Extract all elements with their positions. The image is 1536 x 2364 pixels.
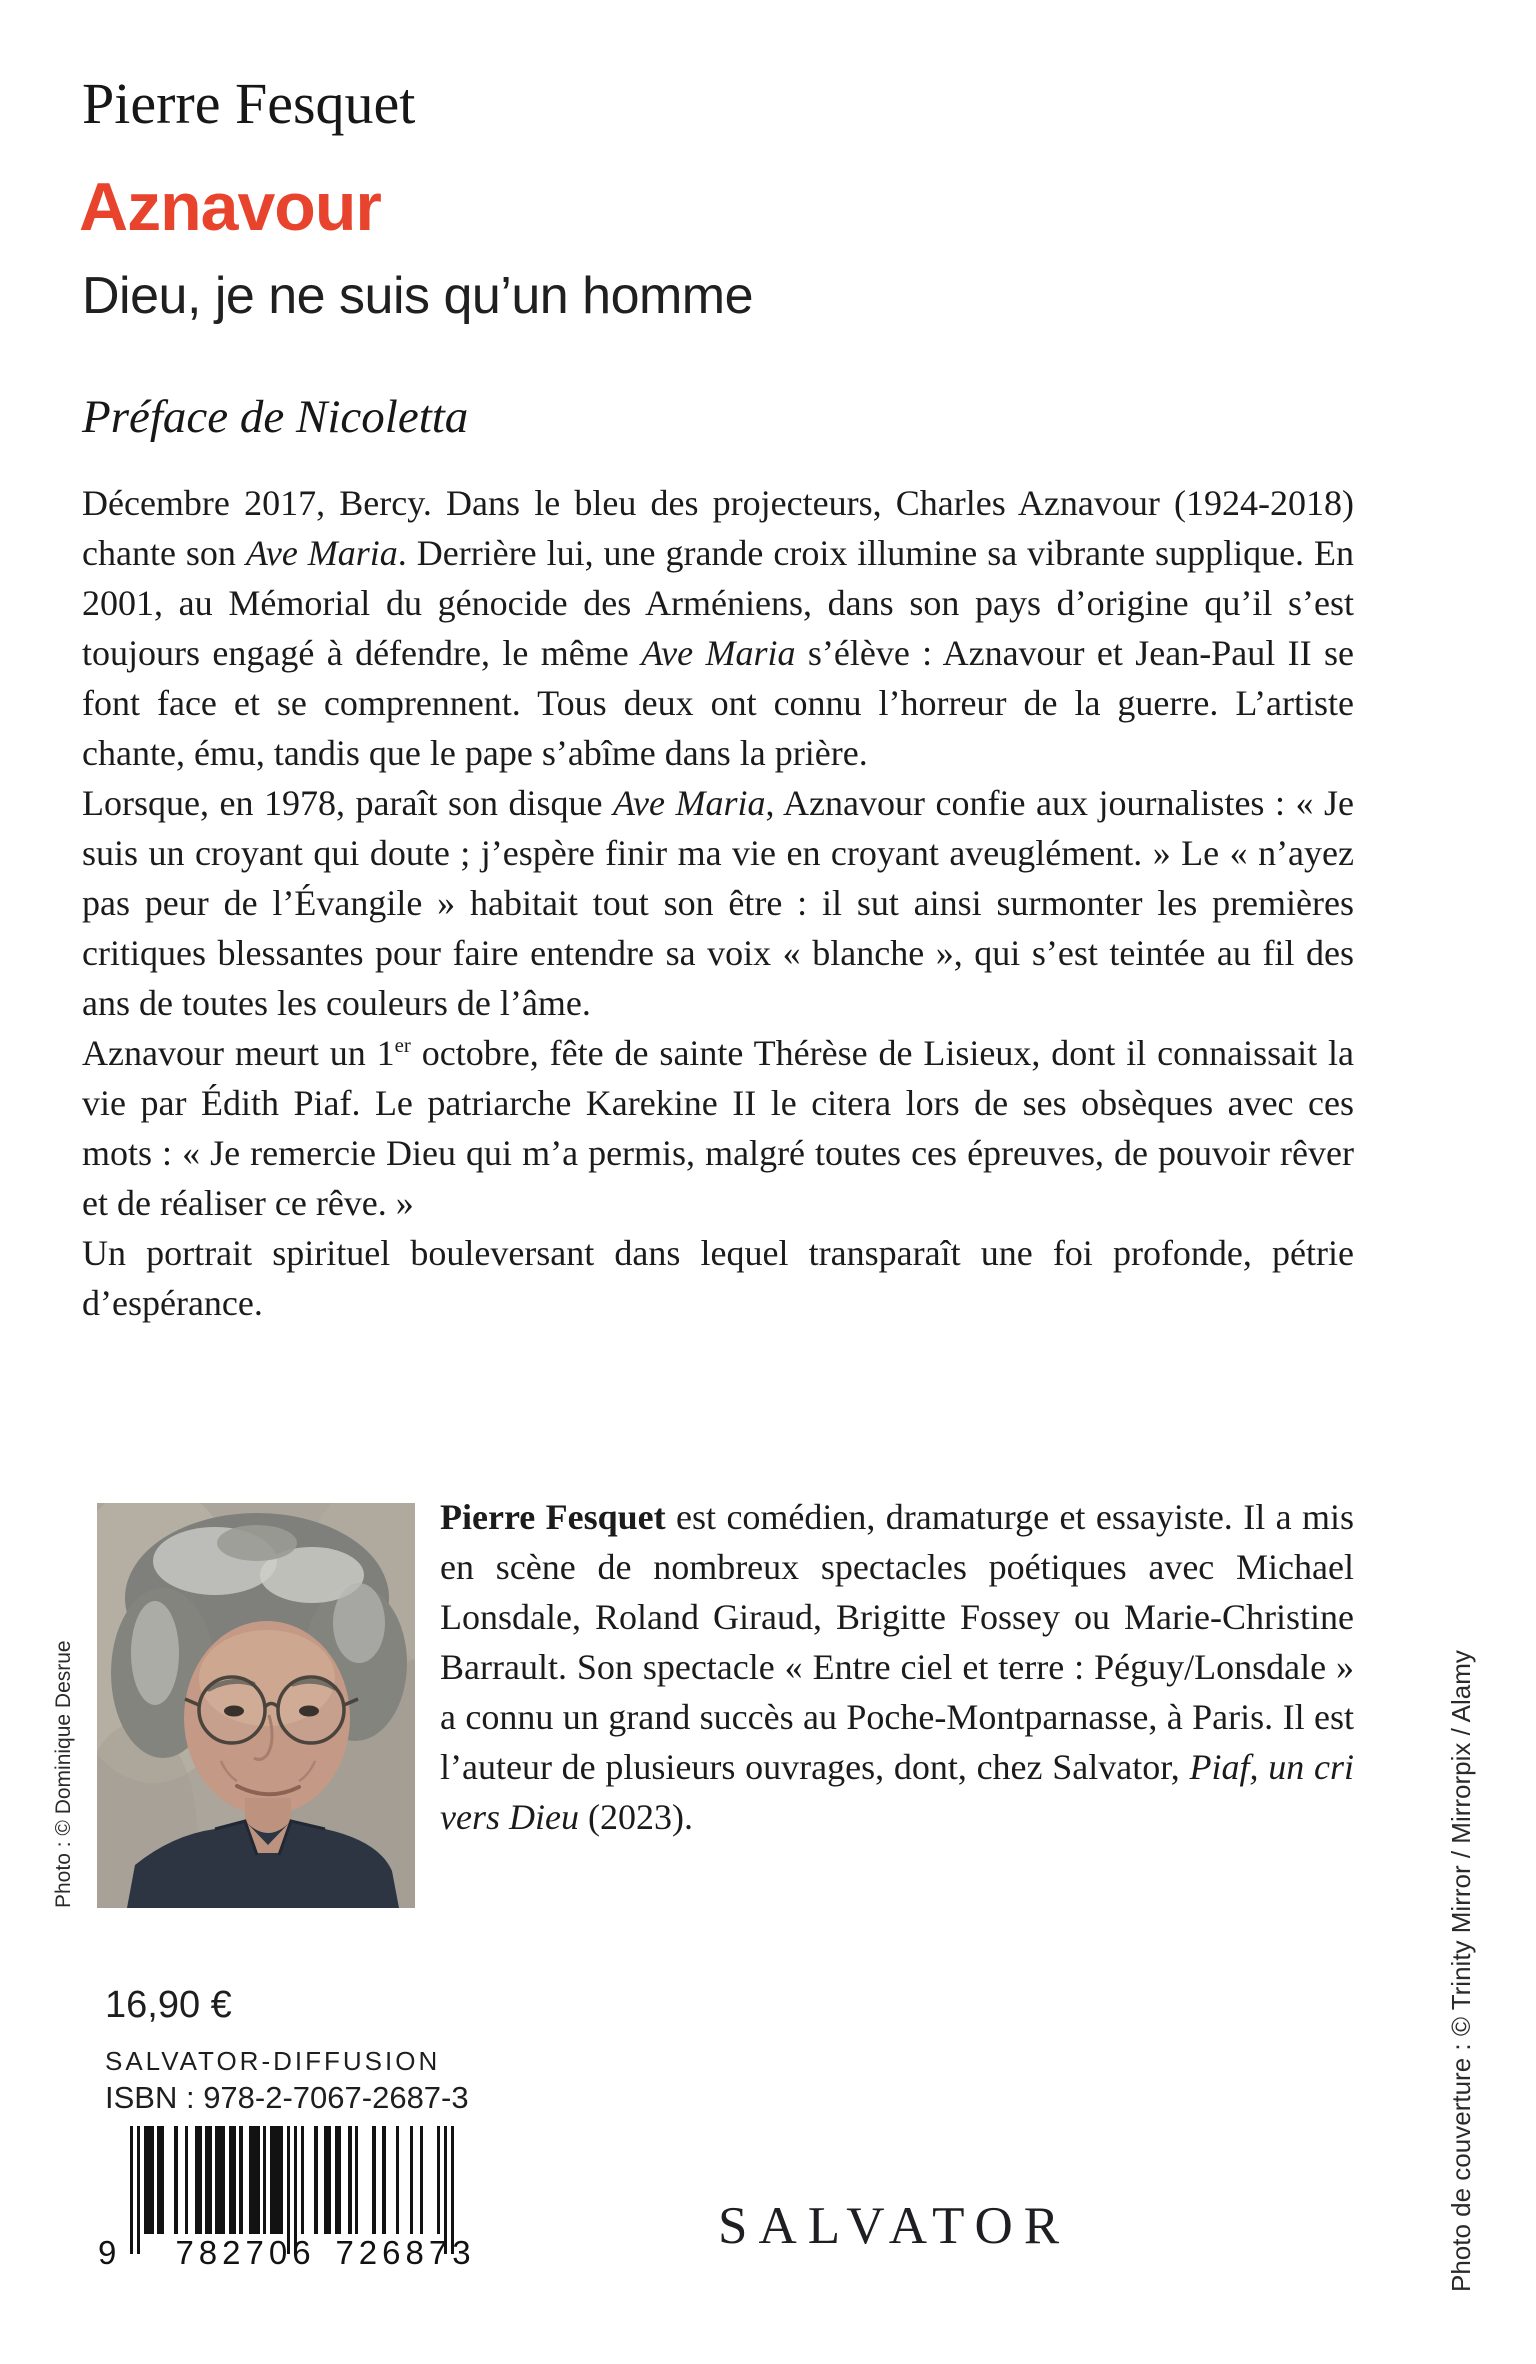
book-title: Aznavour	[79, 169, 381, 245]
isbn: ISBN : 978-2-7067-2687-3	[105, 2080, 469, 2115]
publisher-logo: SALVATOR	[718, 2197, 1071, 2255]
barcode-digit-first: 9	[98, 2234, 117, 2271]
author-bio: Pierre Fesquet est comédien, dramaturge et essayiste. Il a mis en scène de nombreux spectacles poétiques avec Michael Lonsdale, Roland Giraud, Brigitte Fossey ou Marie-Christine Barrault. Son spectacle « Entre ciel et terre : Péguy/Lonsdale » a connu un grand succès au Poche-Montparnasse, à Paris. Il est l’auteur de plusieurs ouvrages, dont, chez Salvator, Piaf, un cri vers Dieu (2023).	[440, 1497, 1355, 1837]
barcode	[96, 2126, 476, 2271]
cover-photo-credit: Photo de couverture : © Trinity Mirror / Mirrorpix / Alamy	[1446, 1650, 1476, 2292]
synopsis-paragraph-3: Aznavour meurt un 1er octobre, fête de sainte Thérèse de Lisieux, dont il connaissait la vie par Édith Piaf. Le patriarche Karekine II le citera lors de ses obsèques avec ces mots : « Je remercie Dieu qui m’a permis, malgré toutes ces épreuves, de pouvoir rêver et de réaliser ce rêve. »	[82, 1033, 1354, 1223]
synopsis-paragraph-1: Décembre 2017, Bercy. Dans le bleu des projecteurs, Charles Aznavour (1924-2018) chante son Ave Maria. Derrière lui, une grande croix illumine sa vibrante supplique. En 2001, au Mémorial du génocide des Arméniens, dans son pays d’origine qu’il s’est toujours engagé à défendre, le même Ave Maria s’élève : Aznavour et Jean-Paul II se font face et se comprennent. Tous deux ont connu l’horreur de la guerre. L’artiste chante, ému, tandis que le pape s’abîme dans la prière.	[82, 483, 1354, 773]
author-photo	[97, 1503, 415, 1908]
distributor: SALVATOR-DIFFUSION	[105, 2046, 441, 2076]
price: 16,90 €	[105, 1984, 232, 2026]
barcode-digits-group1: 782706	[175, 2234, 316, 2271]
synopsis-paragraph-2: Lorsque, en 1978, paraît son disque Ave Maria, Aznavour confie aux journalistes : « Je suis un croyant qui doute ; j’espère finir ma vie en croyant aveuglément. » Le « n’ayez pas peur de l’Évangile » habitait tout son être : il sut ainsi surmonter les premières critiques blessantes pour faire entendre sa voix « blanche », qui s’est teintée au fil des ans de toutes les couleurs de l’âme.	[82, 783, 1354, 1023]
synopsis-paragraph-4: Un portrait spirituel bouleversant dans lequel transparaît une foi profonde, pétrie d’espérance.	[82, 1233, 1354, 1323]
synopsis	[82, 478, 1354, 1328]
barcode-digits-group2: 726873	[335, 2234, 476, 2271]
author-name: Pierre Fesquet	[82, 71, 416, 136]
preface-credit: Préface de Nicoletta	[82, 391, 469, 443]
author-photo-credit: Photo : © Dominique Desrue	[52, 1640, 75, 1908]
book-subtitle: Dieu, je ne suis qu’un homme	[82, 267, 754, 325]
